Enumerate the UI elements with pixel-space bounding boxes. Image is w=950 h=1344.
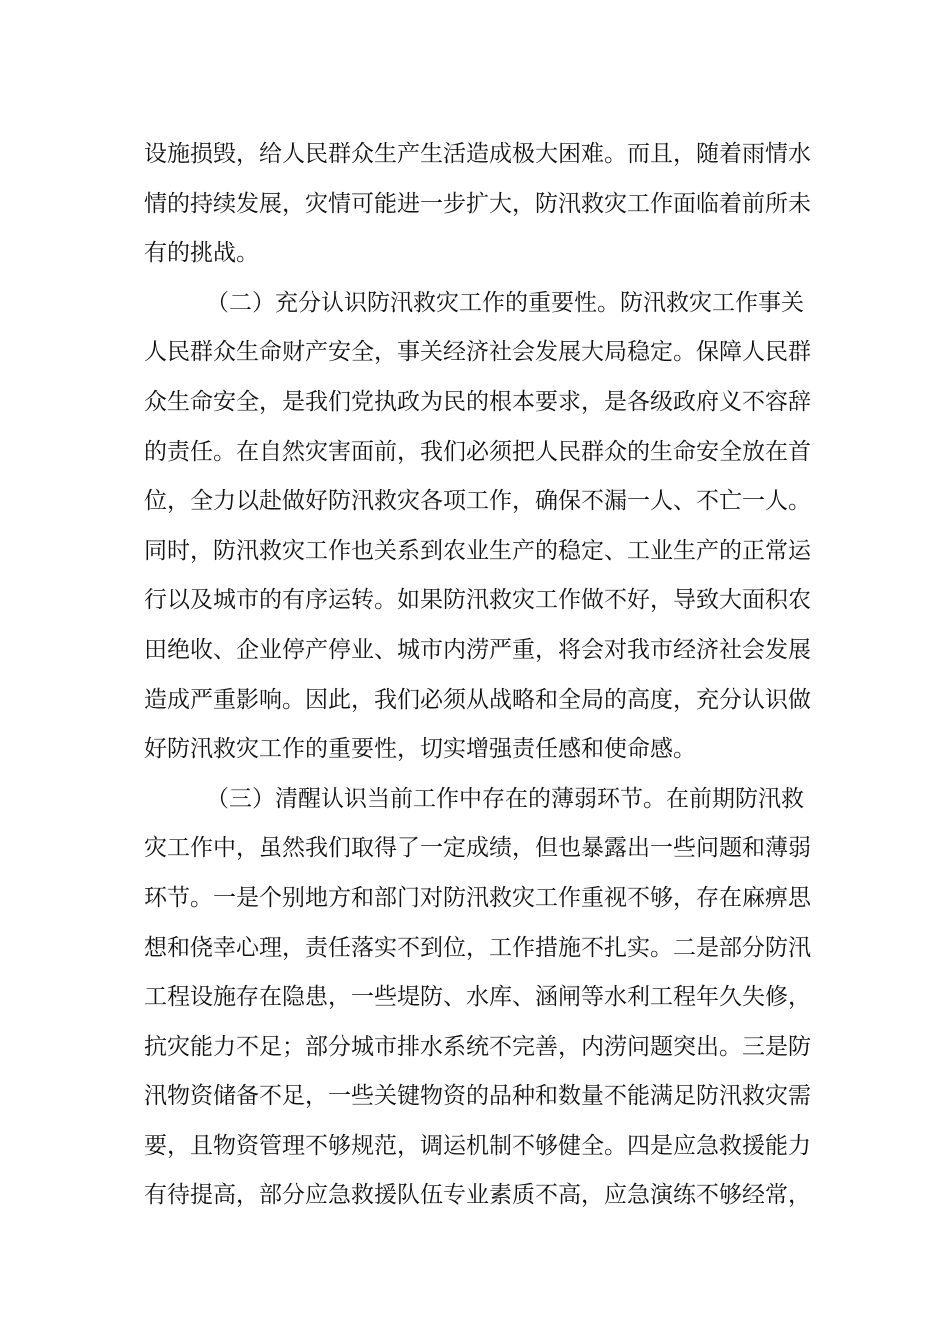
body-text — [144, 130, 811, 1221]
paragraph-line: 田绝收、企业停产停业、城市内涝严重，将会对我市经济社会发展 — [144, 636, 811, 663]
paragraph-heading-line: （三）清醒认识当前工作中存在的薄弱环节。在前期防汛救 — [206, 785, 804, 812]
paragraph-line: 设施损毁，给人民群众生产生活造成极大困难。而且，随着雨情水 — [144, 141, 811, 167]
paragraph-line: 抗灾能力不足；部分城市排水系统不完善，内涝问题突出。三是防 — [144, 1033, 811, 1060]
paragraph-line: 汛物资储备不足，一些关键物资的品种和数量不能满足防汛救灾需 — [144, 1083, 811, 1110]
paragraph-line: 好防汛救灾工作的重要性，切实增强责任感和使命感。 — [144, 736, 696, 763]
paragraph-line: 有的挑战。 — [144, 240, 259, 267]
paragraph-line: 要，且物资管理不够规范，调运机制不够健全。四是应急救援能力 — [144, 1132, 811, 1159]
paragraph-line: 位，全力以赴做好防汛救灾各项工作，确保不漏一人、不亡一人。 — [144, 488, 811, 515]
paragraph-line: 环节。一是个别地方和部门对防汛救灾工作重视不够，存在麻痹思 — [144, 884, 811, 911]
paragraph-line: 众生命安全，是我们党执政为民的根本要求，是各级政府义不容辞 — [144, 388, 811, 415]
paragraph-line: 行以及城市的有序运转。如果防汛救灾工作做不好，导致大面积农 — [144, 587, 811, 614]
paragraph-line: 情的持续发展，灾情可能进一步扩大，防汛救灾工作面临着前所未 — [144, 190, 811, 217]
paragraph-line: 工程设施存在隐患，一些堤防、水库、涵闸等水利工程年久失修， — [144, 984, 811, 1011]
paragraph-heading-line: （二）充分认识防汛救灾工作的重要性。防汛救灾工作事关 — [206, 289, 804, 316]
paragraph-line: 灾工作中，虽然我们取得了一定成绩，但也暴露出一些问题和薄弱 — [144, 835, 811, 862]
paragraph-line: 同时，防汛救灾工作也关系到农业生产的稳定、工业生产的正常运 — [144, 537, 811, 564]
paragraph-line: 有待提高，部分应急救援队伍专业素质不高，应急演练不够经常， — [144, 1182, 811, 1209]
paragraph-line: 人民群众生命财产安全，事关经济社会发展大局稳定。保障人民群 — [144, 339, 811, 366]
paragraph-line: 的责任。在自然灾害面前，我们必须把人民群众的生命安全放在首 — [144, 438, 811, 465]
paragraph-line: 想和侥幸心理，责任落实不到位，工作措施不扎实。二是部分防汛 — [144, 934, 811, 961]
paragraph-line: 造成严重影响。因此，我们必须从战略和全局的高度，充分认识做 — [144, 686, 811, 713]
